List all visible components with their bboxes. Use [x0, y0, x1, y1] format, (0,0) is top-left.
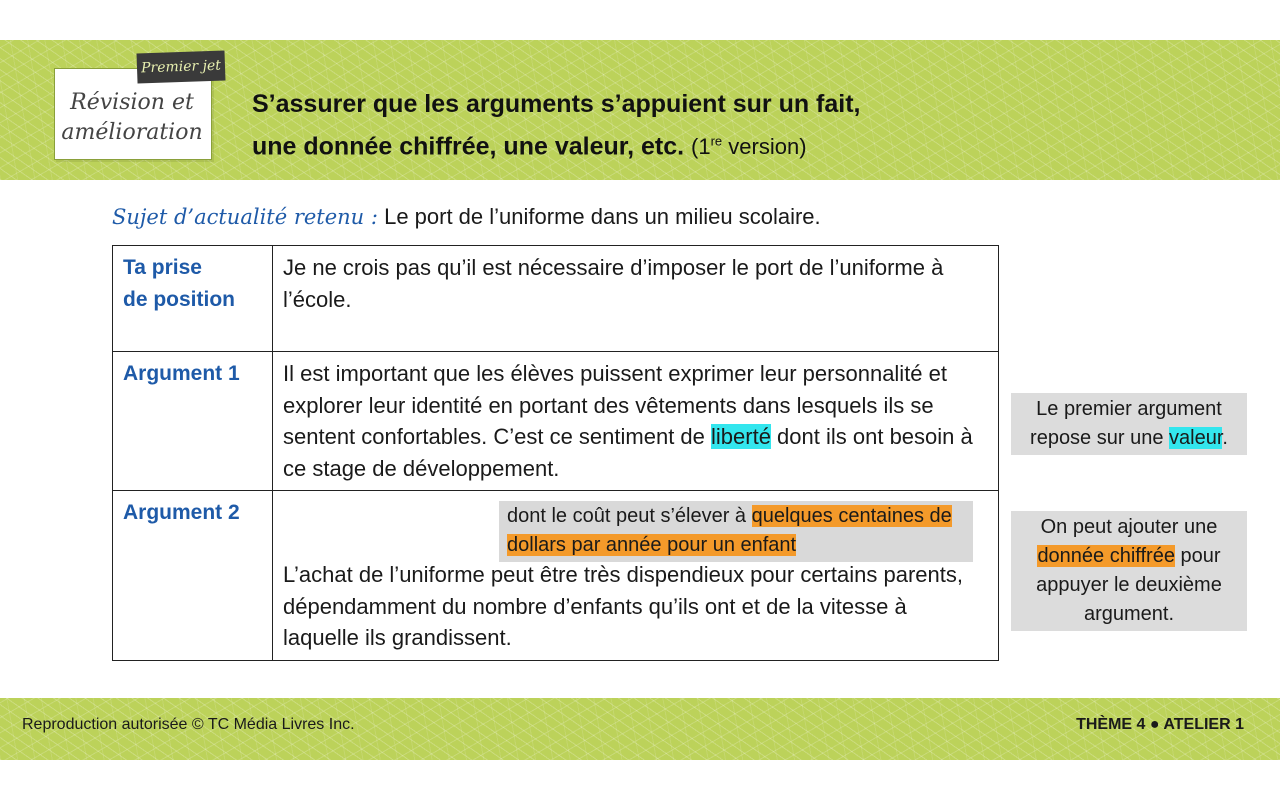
page-title-line2-text: une donnée chiffrée, une valeur, etc. [252, 132, 685, 161]
arguments-table [112, 245, 999, 661]
subject-text: Le port de l’uniforme dans un milieu scolaire. [377, 204, 821, 229]
copyright-text: Reproduction autorisée © TC Média Livres Inc. [22, 716, 355, 733]
table-row [113, 246, 999, 352]
note2-text-before: On peut ajouter une [1040, 516, 1218, 538]
badge-tag: Premier jet [137, 50, 226, 83]
version-close: version) [722, 134, 807, 160]
insertion-box [499, 501, 973, 562]
row-label: Argument 1 [113, 352, 273, 491]
table-row [113, 352, 999, 491]
argument1-cell [273, 352, 999, 491]
page-title-line1: S’assurer que les arguments s’appuient sur un fait, [252, 90, 861, 118]
row-label-line2: de position [123, 287, 235, 311]
subject-line [112, 202, 821, 232]
version-open: (1 [691, 134, 711, 160]
version-label [691, 134, 806, 159]
page-title-line2 [252, 123, 1152, 165]
note2-text-after: pour appuyer le deuxième argument. [1036, 545, 1222, 625]
subject-label: Sujet d’actualité retenu : [112, 205, 378, 229]
row-label: Argument 2 [113, 491, 273, 661]
theme-label: THÈME 4 ● ATELIER 1 [1076, 716, 1244, 733]
argument1-highlight: liberté [711, 424, 771, 449]
note2-highlight: donnée chiffrée [1037, 545, 1175, 567]
badge-title [58, 88, 206, 148]
note-figure [1011, 511, 1247, 631]
page-title [252, 86, 1152, 165]
argument2-cell [273, 491, 999, 661]
version-sup: re [710, 134, 723, 149]
row-label-line1: Ta prise [123, 256, 202, 279]
argument1-text-after: dont ils ont besoin à ce stage de développement. [283, 424, 973, 481]
note-value [1011, 393, 1247, 455]
badge-title-line1: Révision et [70, 90, 194, 115]
position-text: Je ne crois pas qu’il est nécessaire d’imposer le port de l’uniforme à l’école. [273, 246, 999, 352]
row-label [113, 246, 273, 352]
argument2-text: L’achat de l’uniforme peut être très dispendieux pour certains parents, dépendamment du nombre d’enfants qu’ils ont et de la vitesse à laquelle ils grandissent. [283, 562, 963, 650]
argument1-text-before: Il est important que les élèves puissent exprimer leur personnalité et explorer leur identité en portant des vêtements dans lesquels ils se sentent confortables. C’est ce sentiment de [283, 361, 948, 449]
insertion-text: dont le coût peut s’élever à [507, 505, 752, 527]
table-row [113, 491, 999, 661]
badge-title-line2: amélioration [61, 120, 203, 145]
note1-highlight: valeur [1169, 427, 1223, 449]
note1-text-before: Le premier argument repose sur une [1030, 398, 1222, 449]
insertion-highlight: quelques centaines de dollars par année pour un enfant [507, 505, 952, 556]
note1-text-after: . [1222, 427, 1228, 449]
